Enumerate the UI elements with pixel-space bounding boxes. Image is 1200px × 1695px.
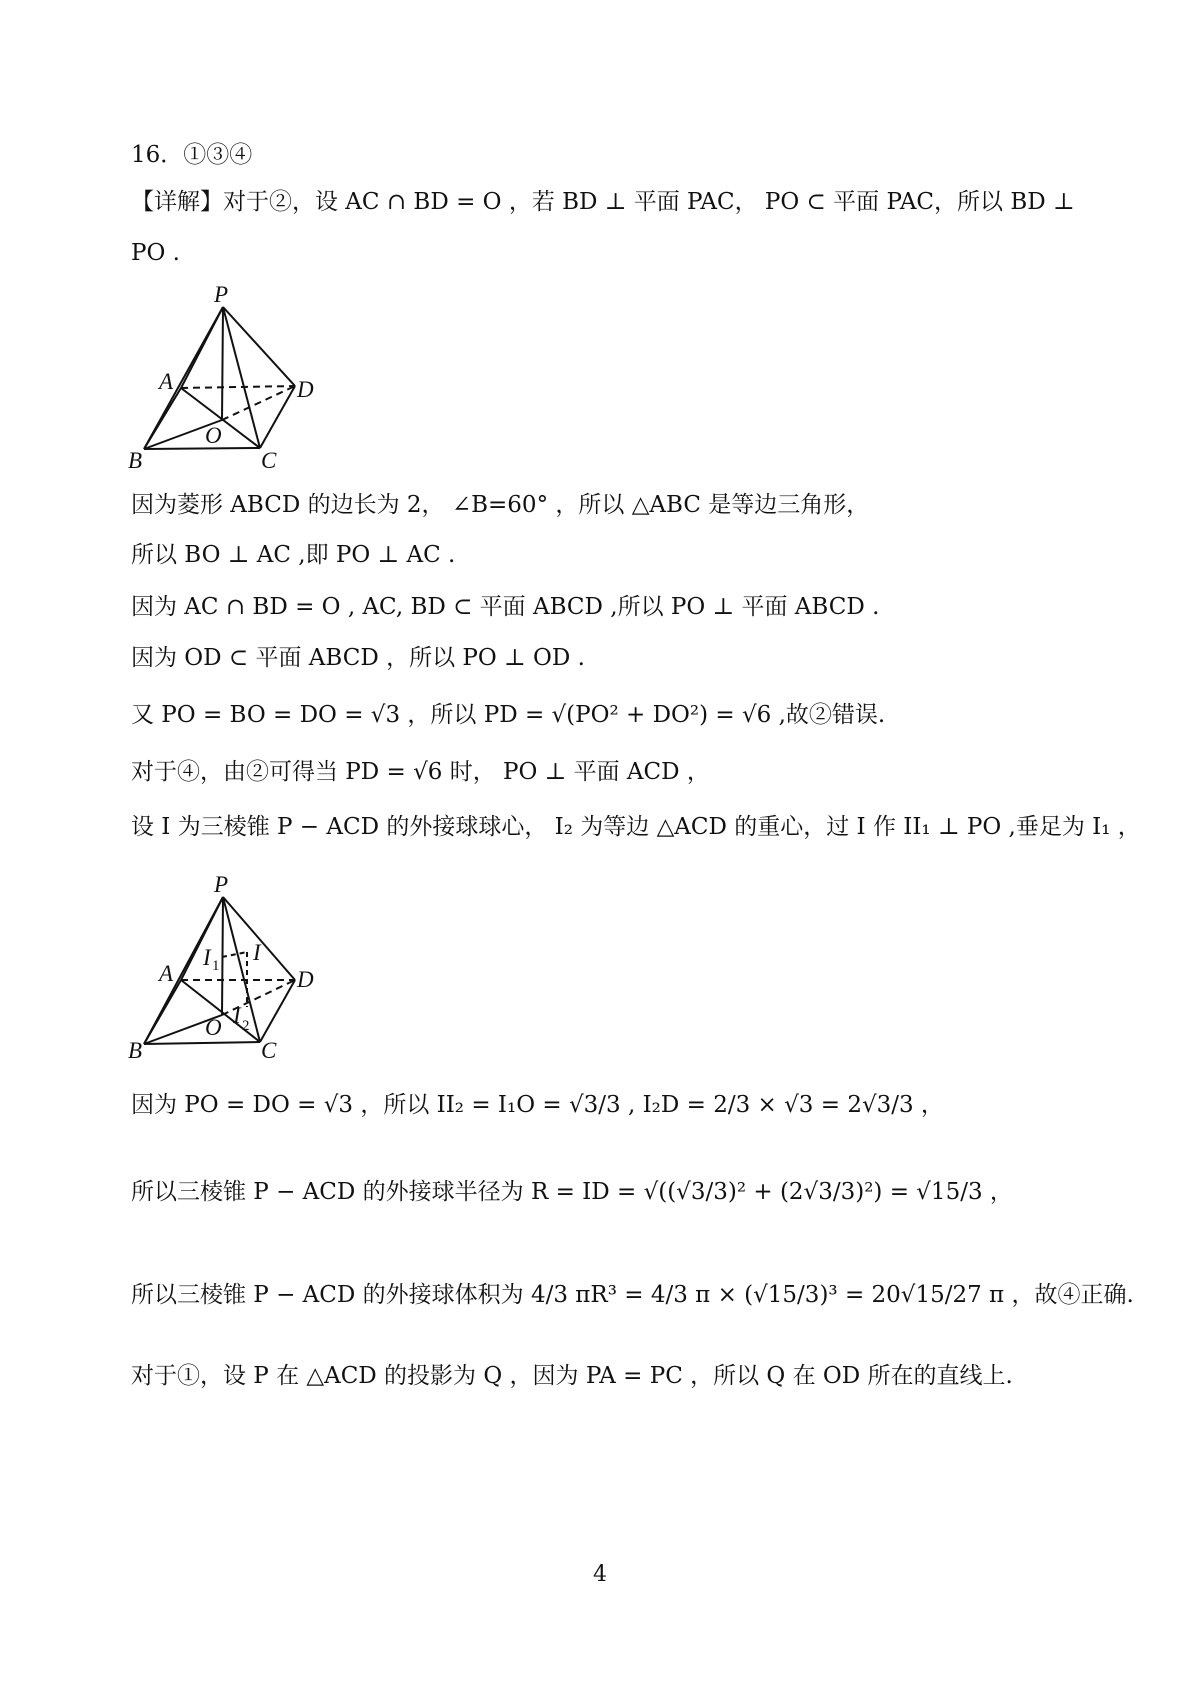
text-line: 因为 AC ∩ BD = O , AC, BD ⊂ 平面 ABCD ,所以 PO ⊥ 平面 ABCD . [131, 594, 880, 620]
vertex-label-b: B [128, 1038, 143, 1063]
vertex-label-d: D [297, 377, 314, 402]
point-label-i2-subscript: 2 [242, 1018, 250, 1034]
vertex-label-c: C [261, 448, 277, 473]
vertex-label-p: P [214, 282, 229, 307]
text-line: 对于④，由②可得当 PD = √6 时， PO ⊥ 平面 ACD ， [131, 759, 710, 785]
text-line: 对于①，设 P 在 △ACD 的投影为 Q ，因为 PA = PC ，所以 Q 在 OD 所在的直线上. [131, 1363, 1013, 1389]
vertex-label-a: A [159, 961, 174, 986]
vertex-label-o: O [205, 423, 222, 448]
text-line: 又 PO = BO = DO = √3 ，所以 PD = √(PO² + DO²) = √6 ,故②错误. [131, 702, 886, 728]
vertex-label-a: A [159, 369, 174, 394]
text-line: 所以三棱锥 P − ACD 的外接球体积为 4/3 πR³ = 4/3 π × (√15/3)³ = 20√15/27 π ，故④正确. [131, 1282, 1134, 1308]
text-line: 因为 PO = DO = √3 ，所以 II₂ = I₁O = √3/3 , I₂D = 2/3 × √3 = 2√3/3 ， [131, 1092, 944, 1118]
point-label-i2: I [233, 1003, 241, 1028]
text-line: 所以三棱锥 P − ACD 的外接球半径为 R = ID = √((√3/3)² + (2√3/3)²) = √15/3 ， [131, 1179, 1013, 1205]
text-line: PO . [131, 240, 180, 266]
text-line: 【详解】对于②，设 AC ∩ BD = O ，若 BD ⊥ 平面 PAC， PO ⊂ 平面 PAC，所以 BD ⊥ [131, 189, 1075, 215]
text-line: 所以 BO ⊥ AC ,即 PO ⊥ AC . [131, 542, 456, 568]
text-line: 设 I 为三棱锥 P − ACD 的外接球球心， I₂ 为等边 △ACD 的重心，过 I 作 II₁ ⊥ PO ,垂足为 I₁ ， [131, 814, 1141, 840]
vertex-label-o: O [205, 1015, 222, 1040]
pyramid-figure-1 [128, 280, 338, 475]
vertex-label-b: B [128, 448, 143, 473]
vertex-label-d: D [297, 967, 314, 992]
point-label-i1-subscript: 1 [212, 958, 220, 974]
point-label-i: I [253, 940, 261, 965]
page-number: 4 [593, 1562, 607, 1587]
text-line: 因为菱形 ABCD 的边长为 2， ∠B=60° ，所以 △ABC 是等边三角形， [131, 492, 870, 518]
pyramid-figure-2 [128, 870, 338, 1070]
vertex-label-p: P [214, 872, 229, 897]
answer-heading: 16．①③④ [131, 142, 253, 168]
point-label-i1: I [203, 945, 211, 970]
vertex-label-c: C [261, 1038, 277, 1063]
text-line: 因为 OD ⊂ 平面 ABCD ，所以 PO ⊥ OD . [131, 645, 585, 671]
